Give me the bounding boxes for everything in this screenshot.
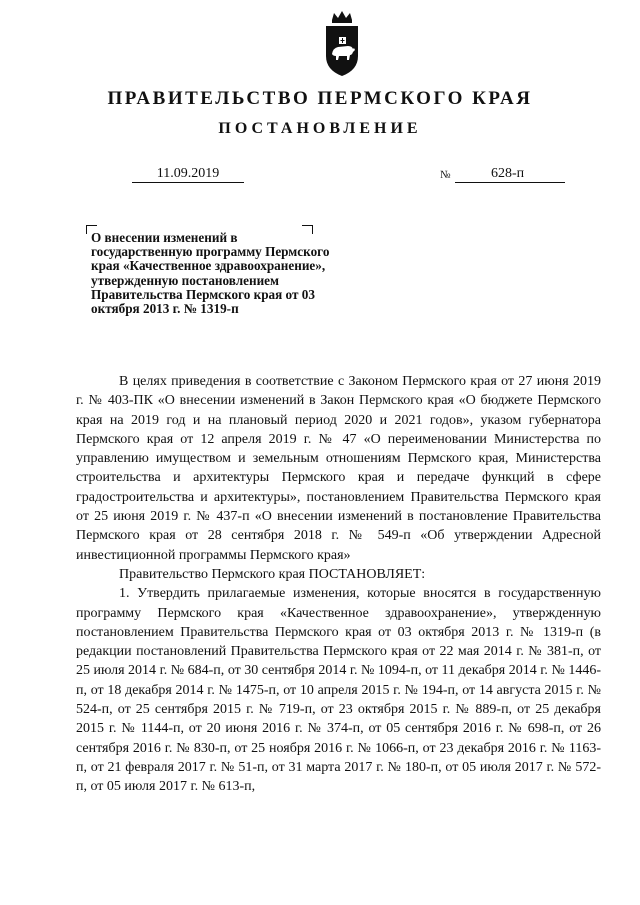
paragraph: В целях приведения в соответствие с Законом Пермского края от 27 июня 2019 г. № 403-ПК «О внесении изменений в Закон Пермского края «О бюджете Пермского края на 2019 год и на плановый период 2020 и 2021 годов», указом губернатора Пермского края от 12 апреля 2019 г. № 47 «О переименовании Министерства по управлению имуществом и земельным отношениям Пермского края, Министерства строительства и архитектуры Пермского края и передаче функций в сфере градостроительства и архитектуры», постановлением Правительства Пермского края от 25 июня 2019 г. № 437-п «О внесении изменений в постановление Правительства Пермского края от 28 сентября 2018 г. № 549-п «Об утверждении Адресной инвестиционной программы Пермского края» [76,374,601,563]
document-title: О внесении изменений в государственную программу Пермского края «Качественное здравоохранение», утвержденную постановлением Правительства Пермского края от 03 октября 2013 г. № 1319-п [91,230,330,317]
document-date: 11.09.2019 [132,166,244,183]
number-sign: № [440,169,451,181]
government-title: ПРАВИТЕЛЬСТВО ПЕРМСКОГО КРАЯ [107,88,533,109]
document-number: 628-п [455,166,565,183]
document-body [76,372,601,797]
paragraph: Правительство Пермского края ПОСТАНОВЛЯЕТ: [119,566,426,582]
paragraph: 1. Утвердить прилагаемые изменения, которые вносятся в государственную программу Пермского края «Качественное здравоохранение», утвержденную постановлением Правительства Пермского края от 03 октября 2013 г. № 1319-п (в редакции постановлений Правительства Пермского края от 22 мая 2014 г. № 381-п, от 25 июля 2014 г. № 684-п, от 30 сентября 2014 г. № 1094-п, от 11 декабря 2014 г. № 1446-п, от 18 декабря 2014 г. № 1475-п, от 10 апреля 2015 г. № 194-п, от 14 августа 2015 г. № 524-п, от 25 сентября 2015 г. № 719-п, от 23 октября 2015 г. № 889-п, от 25 декабря 2015 г. № 1144-п, от 20 июня 2016 г. № 374-п, от 05 сентября 2016 г. № 698-п, от 26 сентября 2016 г. № 830-п, от 25 ноября 2016 г. № 1066-п, от 23 декабря 2016 г. № 1163-п, от 21 февраля 2017 г. № 51-п, от 31 марта 2017 г. № 180-п, от 05 июля 2017 г. № 572-п, от 05 июля 2017 г. № 613-п, [76,586,601,795]
coat-of-arms-icon [318,10,366,80]
document-type: ПОСТАНОВЛЕНИЕ [218,120,422,137]
